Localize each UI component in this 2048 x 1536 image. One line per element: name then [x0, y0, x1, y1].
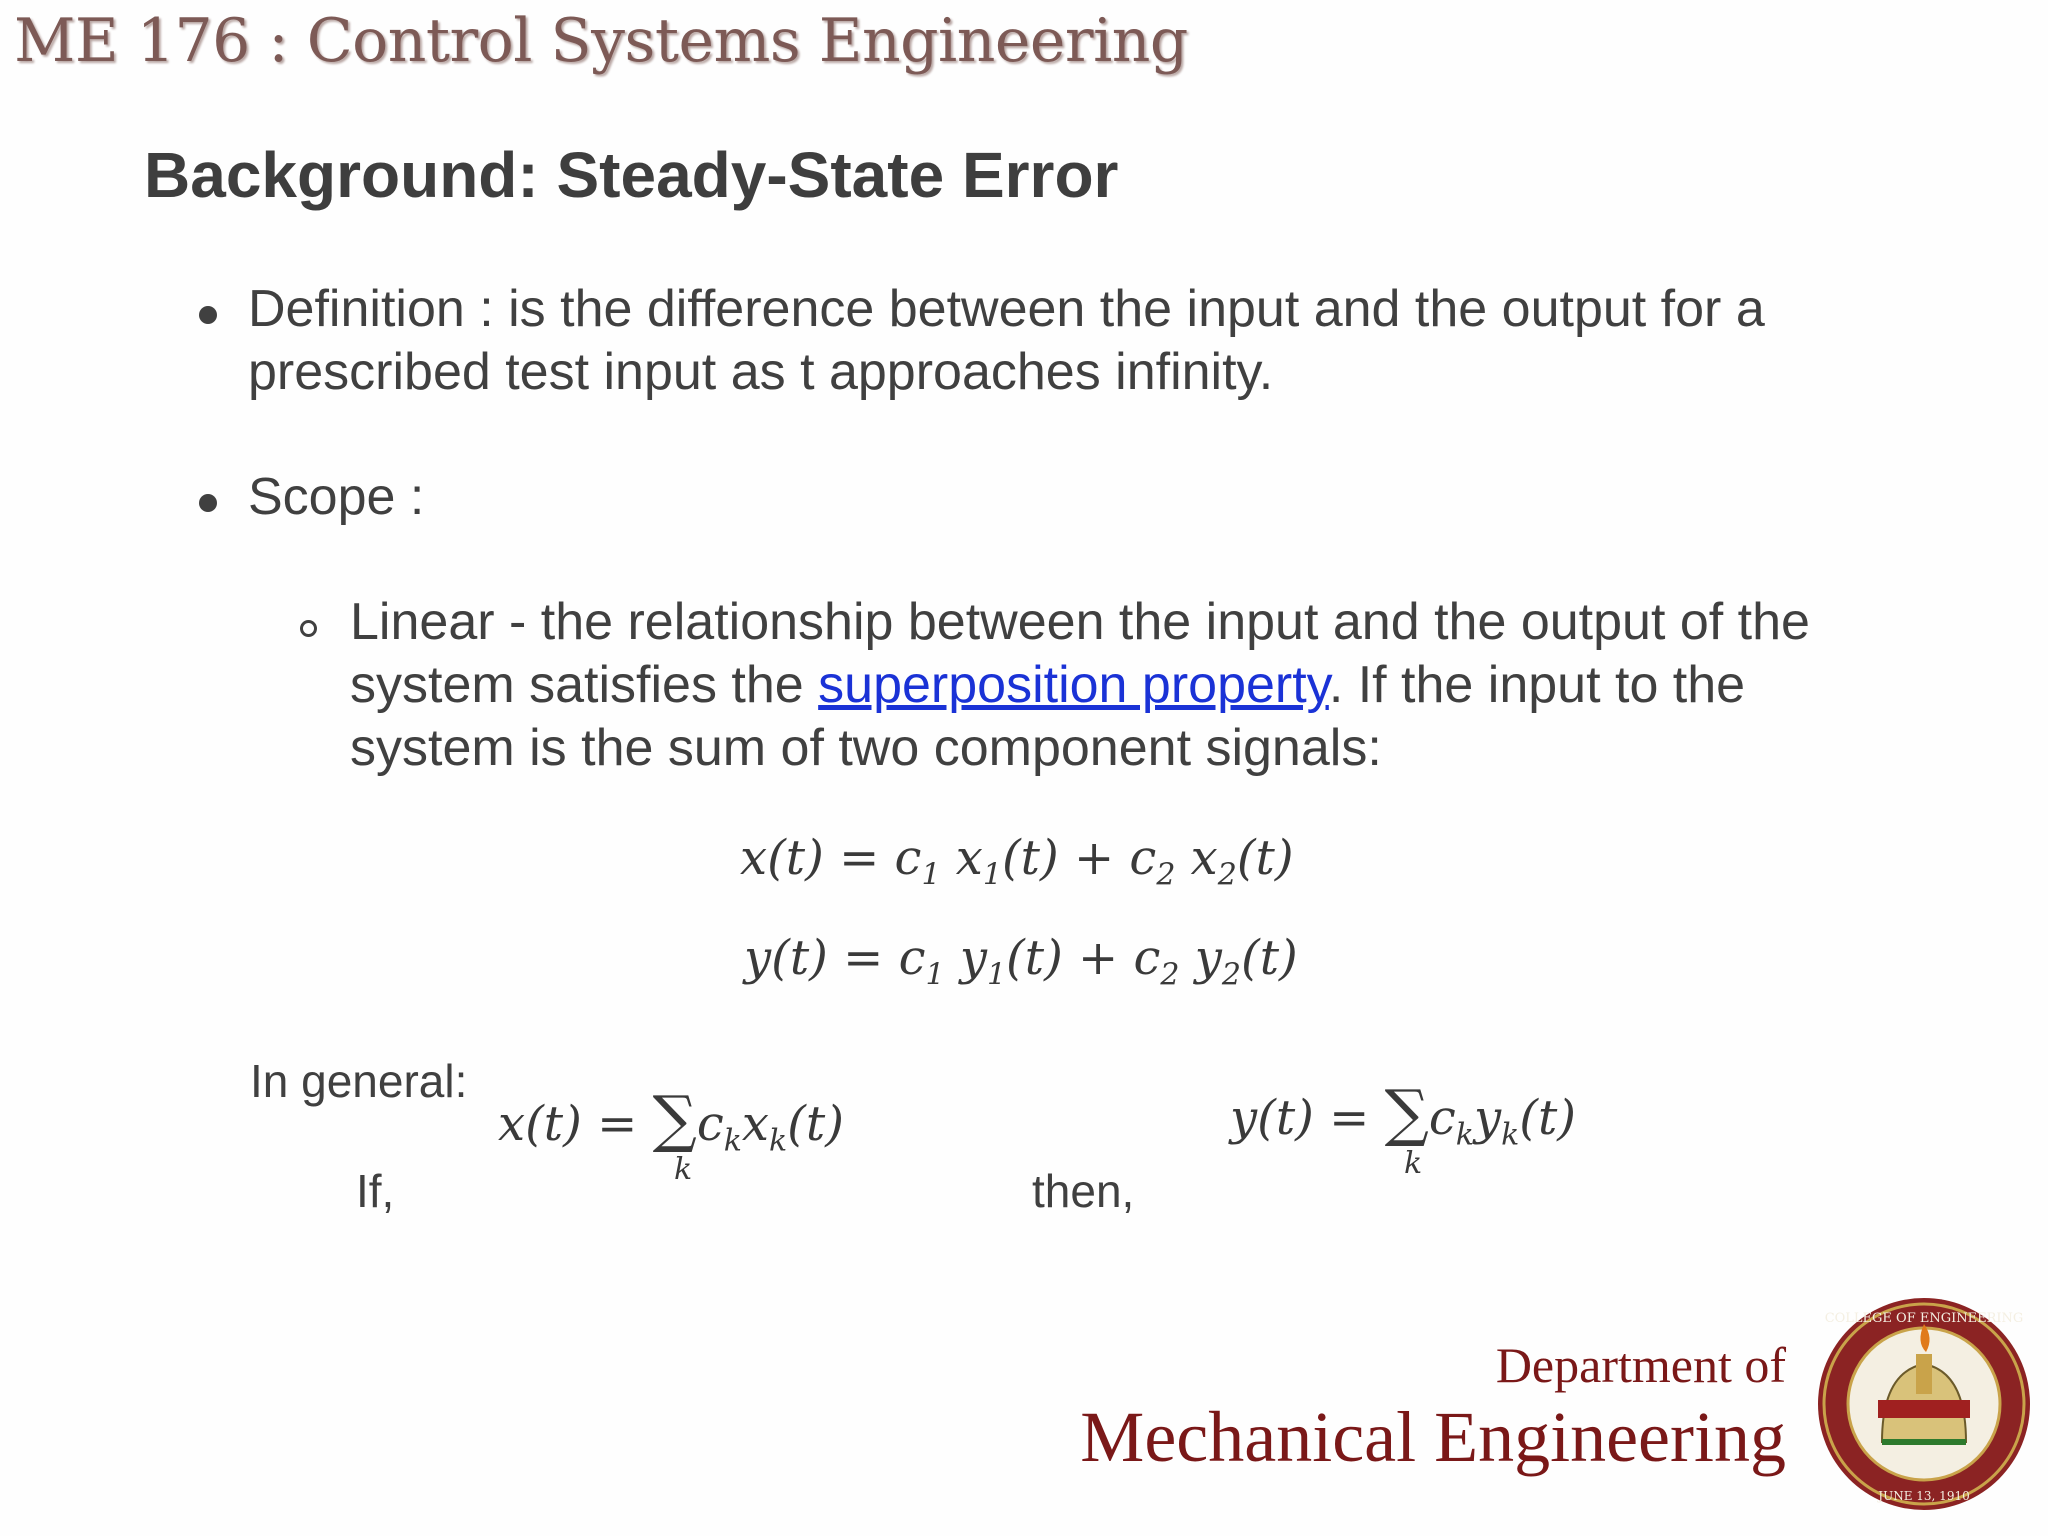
definition-text: [248, 278, 1765, 404]
course-header: ME 176 : Control Systems Engineering: [14, 6, 1188, 76]
linear-line-1: Linear - the relationship between the input and the output of the: [350, 593, 1810, 651]
superposition-link[interactable]: superposition property: [818, 656, 1329, 714]
definition-line-2: prescribed test input as t approaches infinity.: [248, 343, 1274, 401]
linear-line-3: system is the sum of two component signals:: [350, 719, 1382, 777]
linear-text: [350, 591, 1810, 780]
bullet-icon: [199, 306, 217, 324]
linear-line-2: [350, 654, 1810, 717]
x-equation: $x(t) = c_1$ $x_1(t) + c_2$ $x_2(t)$: [740, 830, 1294, 893]
sum-index: k: [1404, 1146, 1423, 1181]
college-seal-logo: [1812, 1292, 2036, 1516]
in-general-label: In general:: [250, 1055, 468, 1107]
svg-text:COLLEGE OF ENGINEERING: COLLEGE OF ENGINEERING: [1824, 1311, 2024, 1326]
x-general-equation: $x(t) = \sum c_kx_k(t)$: [498, 1082, 844, 1159]
department-line-2: Mechanical Engineering: [1080, 1397, 1786, 1477]
bullet-icon: [199, 494, 217, 512]
y-general-equation: $y(t) = \sum c_ky_k(t)$: [1230, 1076, 1577, 1153]
scope-label: Scope :: [248, 468, 425, 526]
then-label: then,: [1032, 1165, 1135, 1217]
slide-title: Background: Steady-State Error: [144, 139, 1119, 211]
definition-line-1: Definition : is the difference between the input and the output for a: [248, 280, 1765, 338]
svg-text:JUNE 13, 1910: JUNE 13, 1910: [1878, 1489, 1970, 1503]
linear-line-2-prefix: system satisfies the: [350, 656, 819, 714]
sub-bullet-icon: [300, 620, 317, 637]
if-label: If,: [356, 1165, 395, 1217]
y-equation: $y(t) = c_1$ $y_1(t) + c_2$ $y_2(t)$: [744, 930, 1298, 993]
linear-line-2-suffix: . If the input to the: [1328, 656, 1746, 714]
sum-index: k: [674, 1152, 693, 1187]
department-line-1: Department of: [1495, 1337, 1786, 1393]
